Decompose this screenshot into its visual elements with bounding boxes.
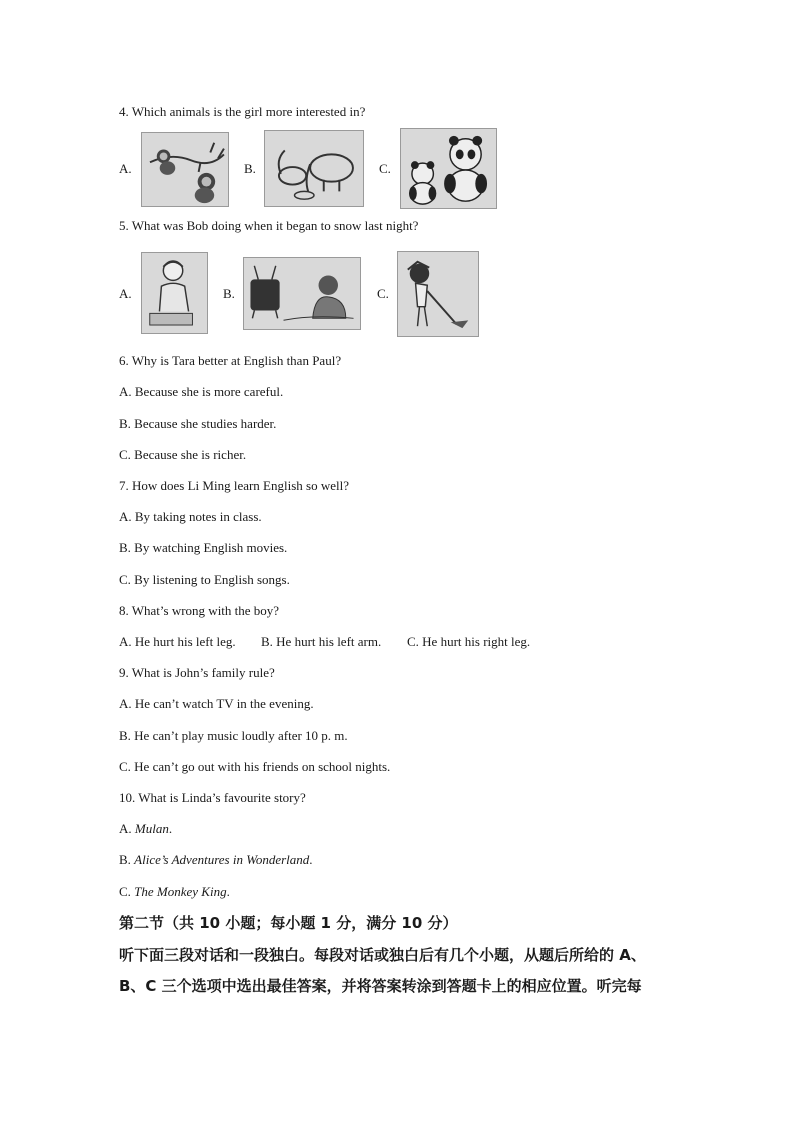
elephants-picture-icon bbox=[264, 130, 364, 207]
q8-options-row bbox=[119, 634, 530, 650]
monkeys-picture-icon bbox=[141, 132, 229, 207]
q10-option-b-suffix: . bbox=[309, 852, 313, 867]
q5-option-c-label[interactable]: C. bbox=[377, 286, 389, 301]
q8-option-a[interactable]: A. He hurt his left leg. bbox=[119, 634, 236, 649]
q7-option-c[interactable]: C. By listening to English songs. bbox=[119, 572, 290, 587]
q10-option-b-prefix: B. bbox=[119, 852, 135, 867]
watching-tv-picture-icon bbox=[243, 257, 361, 330]
q7-option-b[interactable]: B. By watching English movies. bbox=[119, 540, 288, 555]
q8-option-c[interactable]: C. He hurt his right leg. bbox=[407, 634, 531, 649]
q9-option-b[interactable]: B. He can’t play music loudly after 10 p. m. bbox=[119, 728, 348, 743]
q4-option-a-label[interactable]: A. bbox=[119, 161, 132, 176]
q10-option-a-prefix: A. bbox=[119, 821, 135, 836]
question-10-text: 10. What is Linda’s favourite story? bbox=[119, 790, 306, 805]
question-4-text: 4. Which animals is the girl more interested in? bbox=[119, 104, 366, 119]
question-5-text: 5. What was Bob doing when it began to snow last night? bbox=[119, 218, 419, 233]
section-2-instructions-line-1: 听下面三段对话和一段独白。每段对话或独白后有几个小题，从题后所给的 A、 bbox=[119, 946, 646, 964]
q8-option-b[interactable]: B. He hurt his left arm. bbox=[261, 634, 382, 649]
q10-option-c-suffix: . bbox=[226, 884, 230, 899]
q5-option-b-label[interactable]: B. bbox=[223, 286, 235, 301]
q9-option-c[interactable]: C. He can’t go out with his friends on school nights. bbox=[119, 759, 391, 774]
q10-option-c-title: The Monkey King bbox=[134, 884, 227, 899]
section-2-heading: 第二节（共 10 小题；每小题 1 分，满分 10 分） bbox=[119, 914, 458, 932]
q9-option-a[interactable]: A. He can’t watch TV in the evening. bbox=[119, 696, 314, 711]
q5-option-a-label[interactable]: A. bbox=[119, 286, 132, 301]
girl-sweeping-picture-icon bbox=[397, 251, 479, 337]
q10-option-a-suffix: . bbox=[168, 821, 173, 836]
q6-option-b[interactable]: B. Because she studies harder. bbox=[119, 416, 277, 431]
q6-option-c[interactable]: C. Because she is richer. bbox=[119, 447, 247, 462]
question-9-text: 9. What is John’s family rule? bbox=[119, 665, 275, 680]
section-2-instructions-line-2: B、C 三个选项中选出最佳答案，并将答案转涂到答题卡上的相应位置。听完每 bbox=[119, 977, 642, 995]
q7-option-a[interactable]: A. By taking notes in class. bbox=[119, 509, 262, 524]
q4-option-c-label[interactable]: C. bbox=[379, 161, 391, 176]
q10-option-b[interactable] bbox=[119, 852, 313, 868]
q10-option-c-prefix: C. bbox=[119, 884, 135, 899]
q10-option-c[interactable] bbox=[119, 884, 230, 900]
q10-option-a[interactable] bbox=[119, 821, 172, 837]
question-6-text: 6. Why is Tara better at English than Paul? bbox=[119, 353, 342, 368]
boy-drawing-picture-icon bbox=[141, 252, 208, 334]
pandas-picture-icon bbox=[400, 128, 497, 209]
question-8-text: 8. What’s wrong with the boy? bbox=[119, 603, 280, 618]
q6-option-a[interactable]: A. Because she is more careful. bbox=[119, 384, 284, 399]
q4-option-b-label[interactable]: B. bbox=[244, 161, 256, 176]
q10-option-b-title: Alice’s Adventures in Wonderland bbox=[134, 852, 310, 867]
q10-option-a-title: Mulan bbox=[134, 821, 169, 836]
question-7-text: 7. How does Li Ming learn English so well? bbox=[119, 478, 349, 493]
